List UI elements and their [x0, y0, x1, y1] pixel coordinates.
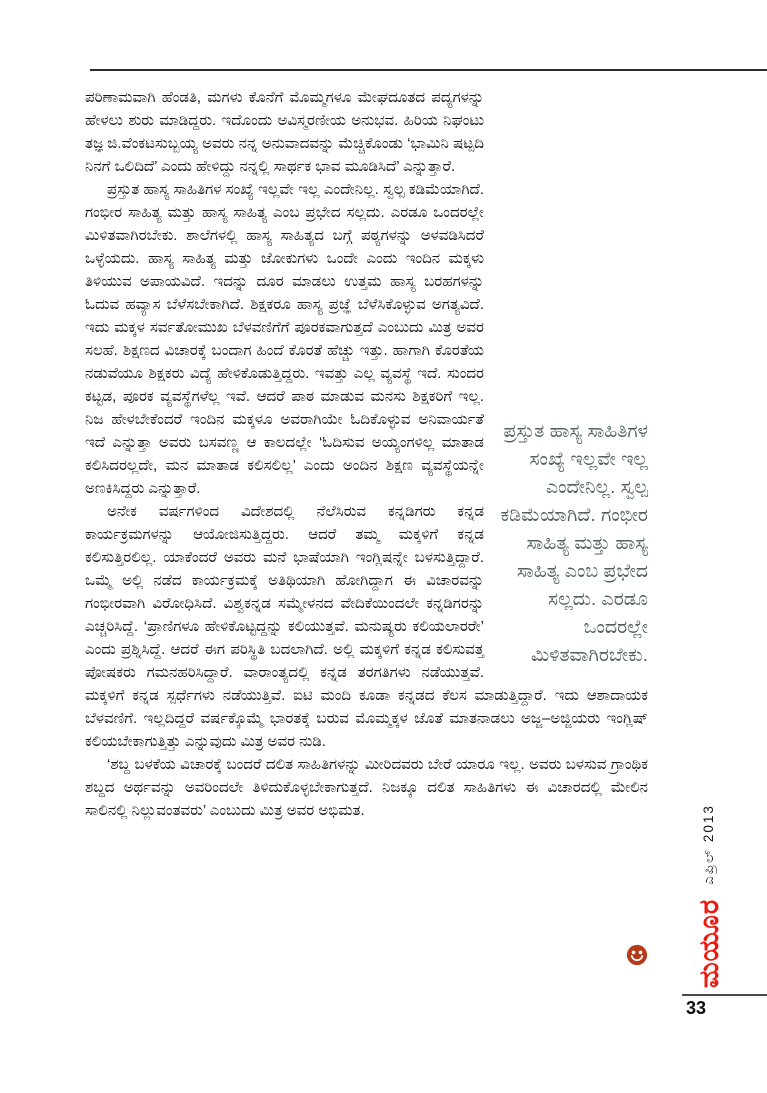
paragraph-3: ಅನೇಕ ವರ್ಷಗಳಿಂದ ವಿದೇಶದಲ್ಲಿ ನೆಲೆಸಿರುವ ಕನ್ನಡಿಗರು ಕನ್ನಡ ಕಾರ್ಯಕ್ರಮಗಳನ್ನು ಆಯೋಜಿಸುತ್ತಿದ್ದರು. ಆದರೆ ತಮ್ಮ ಮಕ್ಕಳಿಗೆ ಕನ್ನಡ ಕಲಿಸುತ್ತಿರಲಿಲ್ಲ. ಯಾಕೆಂದರೆ ಅವರು ಮನೆ ಭಾಷೆಯಾಗಿ ಇಂಗ್ಲಿಷನ್ನೇ ಬಳಸುತ್ತಿದ್ದಾರೆ. ಒಮ್ಮೆ ಅಲ್ಲಿ ನಡೆದ ಕಾರ್ಯಕ್ರಮಕ್ಕೆ ಅತಿಥಿಯಾಗಿ ಹೋಗಿದ್ದಾಗ ಈ ವಿಚಾರವನ್ನು ಗಂಭೀರವಾಗಿ ವಿರೋಧಿಸಿದೆ. ವಿಶ್ವಕನ್ನಡ ಸಮ್ಮೇಳನದ ವೇದಿಕೆಯಿಂದಲೇ ಕನ್ನಡಿಗರನ್ನು ಎಚ್ಚರಿಸಿದ್ದೆ. ‘ಪ್ರಾಣಿಗಳೂ ಹೇಳಿಕೊಟ್ಟದ್ದನ್ನು ಕಲಿಯುತ್ತವೆ. ಮನುಷ್ಯರು ಕಲಿಯಲಾರರೇ’ ಎಂದು ಪ್ರಶ್ನಿಸಿದ್ದೆ. ಆದರೆ ಈಗ ಪರಿಸ್ಥಿತಿ ಬದಲಾಗಿದೆ. ಅಲ್ಲಿ ಮಕ್ಕಳಿಗೆ ಕನ್ನಡ ಕಲಿಸುವತ್ತ ಪೋಷಕರು ಗಮನಹರಿಸಿದ್ದಾರೆ. ವಾರಾಂತ್ಯದಲ್ಲಿ ಕನ್ನಡ ತರಗತಿಗಳು ನಡೆಯುತ್ತವೆ. ಮಕ್ಕಳಿಗೆ ಕನ್ನಡ ಸ್ಪರ್ಧೆಗಳು ನಡೆಯುತ್ತಿವೆ. ಐಟಿ ಮಂದಿ ಕೂಡಾ ಕನ್ನಡದ ಕೆಲಸ ಮಾಡುತ್ತಿದ್ದಾರೆ. ಇದು ಆಶಾದಾಯಕ ಬೆಳವಣಿಗೆ. ಇಲ್ಲದಿದ್ದರೆ ವರ್ಷಕ್ಕೊಮ್ಮೆ ಭಾರತಕ್ಕೆ ಬರುವ ಮೊಮ್ಮಕ್ಕಳ ಜೊತೆ ಮಾತನಾಡಲು ಅಜ್ಜ–ಅಜ್ಜಿಯರು ಇಂಗ್ಲಿಷ್ ಕಲಿಯಬೇಕಾಗುತ್ತಿತ್ತು ಎನ್ನುವುದು ಮಿತ್ರ ಅವರ ನುಡಿ.: [85, 503, 648, 750]
page-number: 33: [686, 998, 707, 1018]
magazine-title: ಮಯೂರ: [693, 898, 724, 988]
magazine-sidebar: [694, 792, 724, 988]
paragraph-4: ‘ಶಬ್ದ ಬಳಕೆಯ ವಿಚಾರಕ್ಕೆ ಬಂದರೆ ದಲಿತ ಸಾಹಿತಿಗಳನ್ನು ಮೀರಿದವರು ಬೇರೆ ಯಾರೂ ಇಲ್ಲ. ಅವರು ಬಳಸುವ ಗ್ರಾಂಥಿಕ ಶಬ್ದದ ಅರ್ಥವನ್ನು ಅವರಿಂದಲೇ ತಿಳಿದುಕೊಳ್ಳಬೇಕಾಗುತ್ತದೆ. ನಿಜಕ್ಕೂ ದಲಿತ ಸಾಹಿತಿಗಳು ಈ ವಿಚಾರದಲ್ಲಿ ಮೇಲಿನ ಸಾಲಿನಲ್ಲಿ ನಿಲ್ಲುವಂತವರು’ ಎಂಬುದು ಮಿತ್ರ ಅವರ ಅಭಿಮತ.: [85, 756, 648, 819]
pull-quote: ಪ್ರಸ್ತುತ ಹಾಸ್ಯ ಸಾಹಿತಿಗಳ ಸಂಖ್ಯೆ ಇಲ್ಲವೇ ಇಲ್ಲ ಎಂದೇನಿಲ್ಲ. ಸ್ವಲ್ಪ ಕಡಿಮೆಯಾಗಿದೆ. ಗಂಭೀರ ಸಾಹಿತ್ಯ ಮತ್ತು ಹಾಸ್ಯ ಸಾಹಿತ್ಯ ಎಂಬ ಪ್ರಭೇದ ಸಲ್ಲದು. ಎರಡೂ ಒಂದರಲ್ಲೇ ಮಿಳಿತವಾಗಿರಬೇಕು.: [500, 421, 648, 666]
paragraph-2: ಪ್ರಸ್ತುತ ಹಾಸ್ಯ ಸಾಹಿತಿಗಳ ಸಂಖ್ಯೆ ಇಲ್ಲವೇ ಇಲ್ಲ ಎಂದೇನಿಲ್ಲ. ಸ್ವಲ್ಪ ಕಡಿಮೆಯಾಗಿದೆ. ಗಂಭೀರ ಸಾಹಿತ್ಯ ಮತ್ತು ಹಾಸ್ಯ ಸಾಹಿತ್ಯ ಎಂಬ ಪ್ರಭೇದ ಸಲ್ಲದು. ಎರಡೂ ಒಂದರಲ್ಲೇ ಮಿಳಿತವಾಗಿರಬೇಕು. ಶಾಲೆಗಳಲ್ಲಿ ಹಾಸ್ಯ ಸಾಹಿತ್ಯದ ಬಗ್ಗೆ ಪಠ್ಯಗಳನ್ನು ಅಳವಡಿಸಿದರೆ ಒಳ್ಳೆಯದು. ಹಾಸ್ಯ ಸಾಹಿತ್ಯ ಮತ್ತು ಜೋಕುಗಳು ಒಂದೇ ಎಂದು ಇಂದಿನ ಮಕ್ಕಳು ತಿಳಿಯುವ ಅಪಾಯವಿದೆ. ಇದನ್ನು ದೂರ ಮಾಡಲು ಉತ್ತಮ ಹಾಸ್ಯ ಬರಹಗಳನ್ನು ಓದುವ ಹವ್ಯಾಸ ಬೆಳೆಸಬೇಕಾಗಿದೆ. ಶಿಕ್ಷಕರೂ ಹಾಸ್ಯ ಪ್ರಜ್ಞೆ ಬೆಳೆಸಿಕೊಳ್ಳುವ ಅಗತ್ಯವಿದೆ. ಇದು ಮಕ್ಕಳ ಸರ್ವತೋಮುಖ ಬೆಳವಣಿಗೆಗೆ ಪೂರಕವಾಗುತ್ತದೆ ಎಂಬುದು ಮಿತ್ರ ಅವರ ಸಲಹೆ. ಶಿಕ್ಷಣದ ವಿಚಾರಕ್ಕೆ ಬಂದಾಗ ಹಿಂದೆ ಕೊರತೆ ಹೆಚ್ಚು ಇತ್ತು. ಹಾಗಾಗಿ ಕೊರತೆಯ ನಡುವೆಯೂ ಶಿಕ್ಷಕರು ವಿದ್ಯೆ ಹೇಳಿಕೊಡುತ್ತಿದ್ದರು. ಇವತ್ತು ಎಲ್ಲ ವ್ಯವಸ್ಥೆ ಇದೆ. ಸುಂದರ ಕಟ್ಟಡ, ಪೂರಕ ವ್ಯವಸ್ಥೆಗಳೆಲ್ಲ ಇವೆ. ಆದರೆ ಪಾಠ ಮಾಡುವ ಮನಸು ಶಿಕ್ಷಕರಿಗೆ ಇಲ್ಲ. ನಿಜ ಹೇಳಬೇಕೆಂದರೆ ಇಂದಿನ ಮಕ್ಕಳೂ ಅವರಾಗಿಯೇ ಓದಿಕೊಳ್ಳುವ ಅನಿವಾರ್ಯತೆ ಇದೆ ಎನ್ನುತ್ತಾ ಅವರು ಬಸವಣ್ಣ ಆ ಕಾಲದಲ್ಲೇ ‘ಓದಿಸುವ ಅಯ್ಯಂಗಳಿಲ್ಲ ಮಾತಾಡ ಕಲಿಸಿದರಲ್ಲದೇ, ಮನ ಮಾತಾಡ ಕಲಿಸಲಿಲ್ಲ’ ಎಂದು ಅಂದಿನ ಶಿಕ್ಷಣ ವ್ಯವಸ್ಥೆಯನ್ನೇ ಅಣಕಿಸಿದ್ದರು ಎನ್ನುತ್ತಾರೆ.: [85, 181, 484, 497]
paragraph-1: ಪರಿಣಾಮವಾಗಿ ಹೆಂಡತಿ, ಮಗಳು ಕೊನೆಗೆ ಮೊಮ್ಮಗಳೂ ಮೇಘದೂತದ ಪದ್ಯಗಳನ್ನು ಹೇಳಲು ಶುರು ಮಾಡಿದ್ದರು. ಇದೊಂದು ಅವಿಸ್ಮರಣೀಯ ಅನುಭವ. ಹಿರಿಯ ನಿಘಂಟು ತಜ್ಞ ಜಿ.ವೆಂಕಟಸುಬ್ಬಯ್ಯ ಅವರು ನನ್ನ ಅನುವಾದವನ್ನು ಮೆಚ್ಚಿಕೊಂಡು ‘ಭಾಮಿನಿ ಷಟ್ಪದಿ ನಿನಗೆ ಒಲಿದಿದೆ’ ಎಂದು ಹೇಳಿದ್ದು ನನ್ನಲ್ಲಿ ಸಾರ್ಥಕ ಭಾವ ಮೂಡಿಸಿದೆ’ ಎನ್ನುತ್ತಾರೆ.: [85, 89, 484, 175]
issue-date: ಎಪ್ರಿಲ್ 2013: [701, 804, 717, 885]
top-rule: [90, 69, 767, 71]
smiley-icon: [626, 944, 648, 966]
article-body: [85, 86, 648, 822]
page-number-rule: [682, 994, 767, 996]
